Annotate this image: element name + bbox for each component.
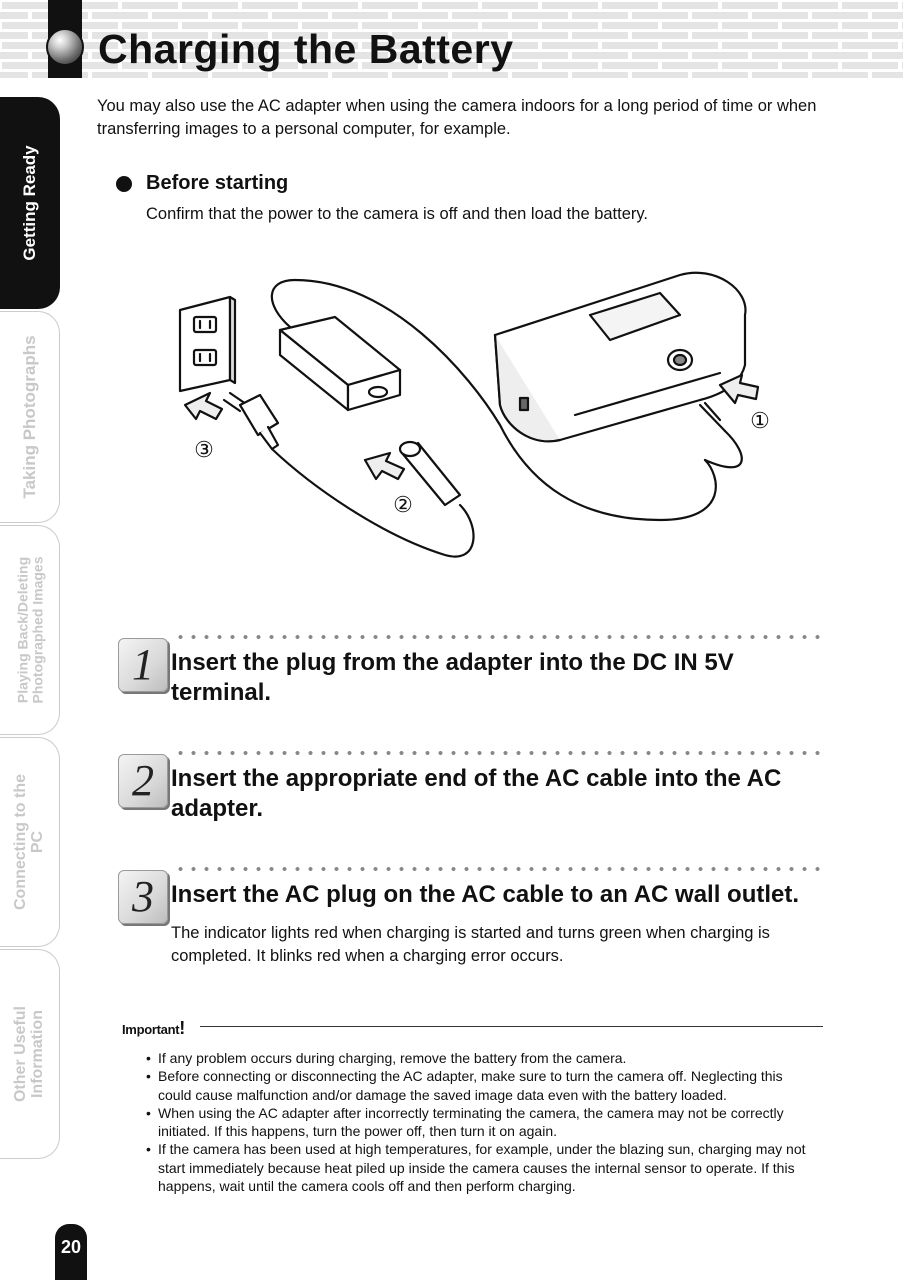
tab-getting-ready[interactable]: [0, 97, 60, 309]
step-3: [118, 866, 838, 976]
tab-label: Taking Photographs: [20, 335, 40, 499]
important-item: • Before connecting or disconnecting the AC adapter, make sure to turn the camera off. Neglecting this could cause malfunction and/or damage the saved image data even with the battery loaded.: [146, 1067, 806, 1104]
important-label: [122, 1018, 185, 1039]
tab-label: Other Useful Information: [12, 1005, 46, 1103]
exclamation-icon: !: [179, 1018, 185, 1038]
step-number-badge: [118, 870, 168, 924]
before-starting-heading: Before starting: [146, 172, 289, 194]
step-1: [118, 634, 838, 724]
step-title: Insert the appropriate end of the AC cable into the AC adapter.: [171, 765, 782, 822]
page-title: Charging the Battery: [98, 26, 514, 72]
callout-1: ①: [750, 408, 770, 433]
charging-illustration: [160, 255, 810, 585]
callout-3: ③: [194, 437, 214, 462]
bullet-icon: [116, 176, 132, 192]
ac-plug-icon: [224, 393, 278, 449]
callout-2: ②: [393, 492, 413, 517]
step-2: [118, 750, 838, 840]
wall-outlet-icon: [180, 297, 235, 391]
important-item: • If the camera has been used at high temperatures, for example, under the blazing sun, charging may not start immediately because heat piled up inside the camera causes the internal sensor to operate. If this happens, wait until the camera cools off and then perform charging.: [146, 1140, 806, 1195]
step-number-badge: [118, 754, 168, 808]
dotted-separator: [174, 866, 824, 872]
step-title: Insert the plug from the adapter into the DC IN 5V terminal.: [171, 649, 734, 706]
header-ball-icon: [46, 28, 84, 66]
important-item: • When using the AC adapter after incorrectly terminating the camera, the camera may not be correctly initiated. If this happens, turn the power off, then turn it on again.: [146, 1104, 806, 1141]
dotted-separator: [174, 634, 824, 640]
step-number: 3: [132, 872, 154, 921]
step-title: Insert the AC plug on the AC cable to an AC wall outlet.: [171, 881, 800, 908]
important-label-text: Important: [122, 1022, 180, 1037]
tab-label: Connecting to the PC: [12, 774, 46, 910]
step-number: 1: [132, 640, 154, 689]
step-number-badge: [118, 638, 168, 692]
step-description: The indicator lights red when charging is started and turns green when charging is completed. It blinks red when a charging error occurs.: [171, 924, 770, 965]
tab-connecting-pc[interactable]: [0, 737, 60, 947]
tab-label: Getting Ready: [20, 145, 40, 261]
important-divider: [200, 1026, 823, 1027]
dotted-separator: [174, 750, 824, 756]
camera-icon: [495, 273, 745, 442]
step-number: 2: [132, 756, 154, 805]
important-list: [146, 1049, 806, 1195]
before-starting-text: Confirm that the power to the camera is off and then load the battery.: [146, 205, 649, 223]
tab-taking-photographs[interactable]: [0, 311, 60, 523]
intro-paragraph: You may also use the AC adapter when using the camera indoors for a long period of time or when transferring images to a personal computer, for example.: [97, 97, 817, 138]
tab-other-information[interactable]: [0, 949, 60, 1159]
ac-adapter-icon: [280, 317, 400, 410]
tab-playing-back[interactable]: [0, 525, 60, 735]
tab-label: Playing Back/Deleting Photographed Images: [14, 556, 45, 704]
important-item: • If any problem occurs during charging, remove the battery from the camera.: [146, 1049, 806, 1067]
page-number: 20: [55, 1224, 87, 1280]
